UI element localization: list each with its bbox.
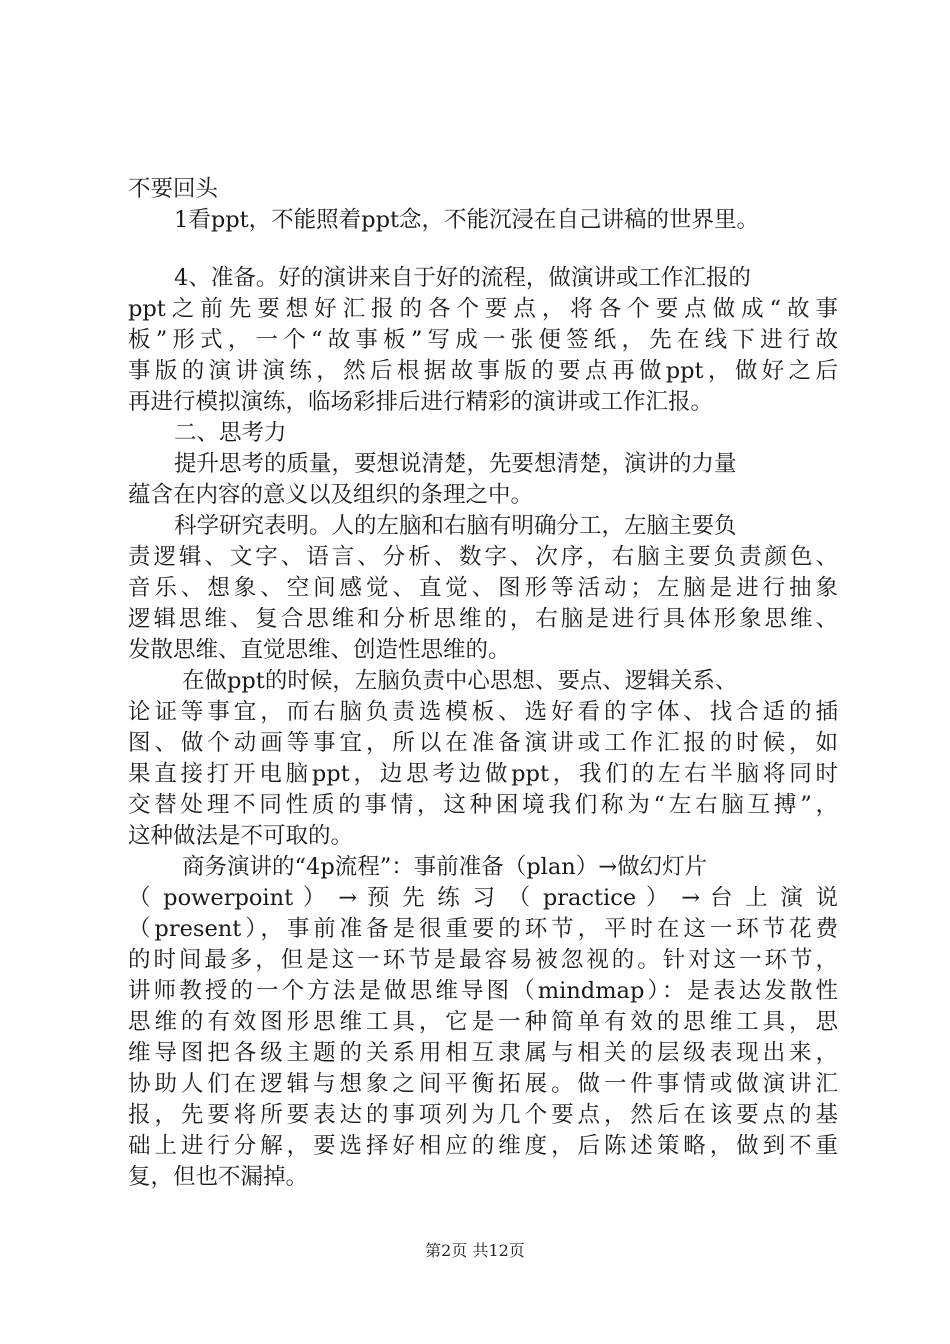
text-line: 报，先要将所要表达的事项列为几个要点，然后在该要点的基 [128,1102,838,1128]
text-line: 逻辑思维、复合思维和分析思维的，右脑是进行具体形象思维、 [128,606,838,632]
text-line: 复，但也不漏掉。 [128,1164,309,1190]
text-line: 维导图把各级主题的关系用相互隶属与相关的层级表现出来， [128,1040,838,1066]
text-line: 交替处理不同性质的事情，这种困境我们称为“左右脑互搏”， [128,792,838,818]
text-line: 提升思考的质量，要想说清楚，先要想清楚，演讲的力量 [174,451,737,477]
text-line: 协助人们在逻辑与想象之间平衡拓展。做一件事情或做演讲汇 [128,1071,838,1097]
text-line: 讲师教授的一个方法是做思维导图（mindmap）：是表达发散性 [128,978,838,1004]
text-line: 础上进行分解，要选择好相应的维度，后陈述策略，做到不重 [128,1133,838,1159]
text-line: 果直接打开电脑ppt，边思考边做ppt，我们的左右半脑将同时 [128,761,838,787]
text-line: 音乐、想象、空间感觉、直觉、图形等活动；左脑是进行抽象 [128,575,838,601]
text-line: （ powerpoint ） → 预 先 练 习 （ practice ） → 台 上 演 说 [128,885,838,911]
document-body [128,174,838,1193]
text-line: ppt之前先要想好汇报的各个要点，将各个要点做成“故事 [128,296,838,322]
text-line: 的时间最多，但是这一环节是最容易被忽视的。针对这一环节， [128,947,838,973]
text-line: 图、做个动画等事宜，所以在准备演讲或工作汇报的时候，如 [128,730,838,756]
text-line: 论证等事宜，而右脑负责选模板、选好看的字体、找合适的插 [128,699,838,725]
paragraph-gap [128,236,838,263]
text-line: 事版的演讲演练，然后根据故事版的要点再做ppt，做好之后 [128,358,838,384]
text-line: （present），事前准备是很重要的环节，平时在这一环节花费 [128,916,838,942]
text-line: 商务演讲的“4p流程”：事前准备（plan）→做幻灯片 [182,854,708,880]
text-line: 思维的有效图形思维工具，它是一种简单有效的思维工具，思 [128,1009,838,1035]
section-heading: 二、思考力 [174,420,287,446]
text-line: 再进行模拟演练，临场彩排后进行精彩的演讲或工作汇报。 [128,389,714,415]
text-line: 在做ppt的时候，左脑负责中心思想、要点、逻辑关系、 [182,668,738,694]
text-line: 不要回头 [128,176,219,202]
text-line: 1看ppt，不能照着ppt念，不能沉浸在自己讲稿的世界里。 [174,207,760,233]
text-line: 责逻辑、文字、语言、分析、数字、次序，右脑主要负责颜色、 [128,544,838,570]
text-line: 4、准备。好的演讲来自于好的流程，做演讲或工作汇报的 [174,265,751,291]
text-line: 蕴含在内容的意义以及组织的条理之中。 [128,482,534,508]
text-line: 发散思维、直觉思维、创造性思维的。 [128,637,511,663]
text-line: 科学研究表明。人的左脑和右脑有明确分工，左脑主要负 [174,513,737,539]
page-number-footer: 第2页 共12页 [425,1241,525,1260]
text-line: 这种做法是不可取的。 [128,823,354,849]
text-line: 板”形式，一个“故事板”写成一张便签纸，先在线下进行故 [128,327,838,353]
